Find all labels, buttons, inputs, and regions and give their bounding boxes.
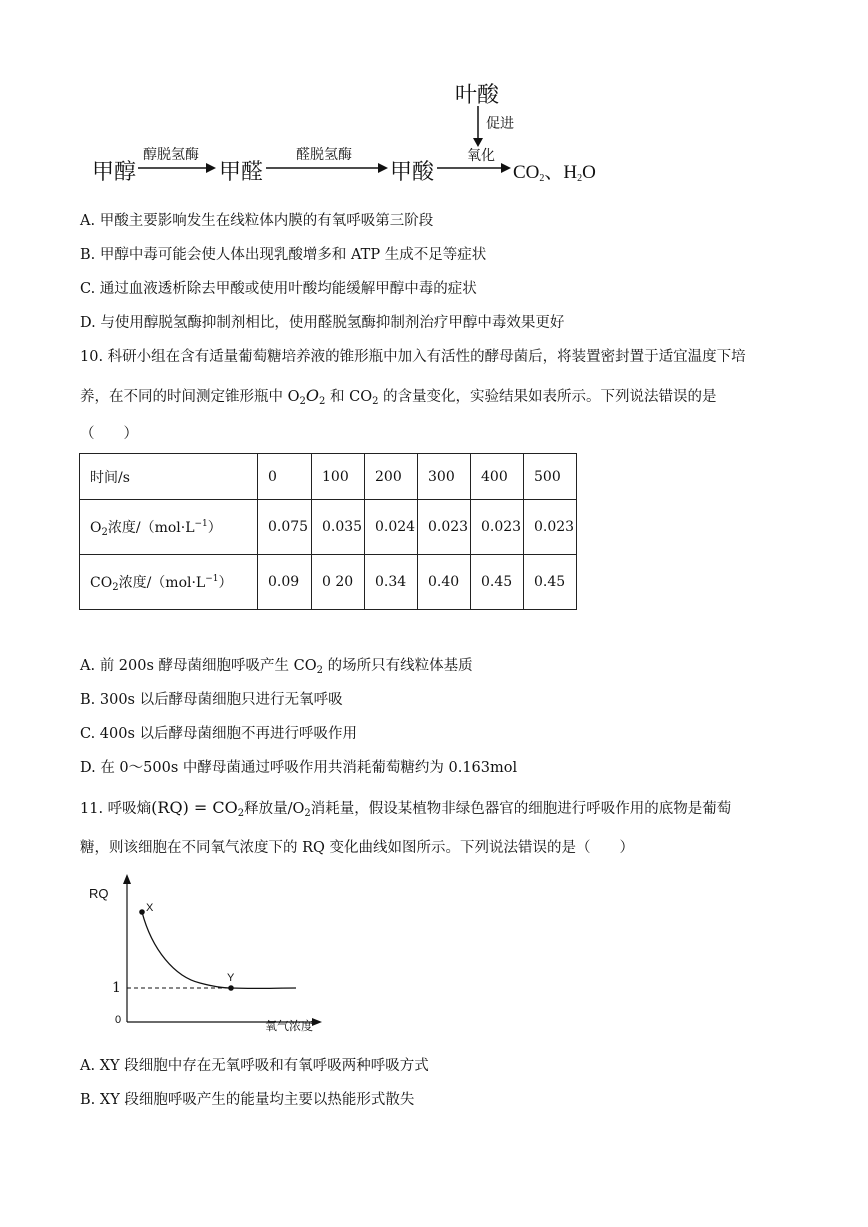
o2-row-label: $O_2$浓度$/(mol\cdot L^{-1})$ bbox=[80, 500, 258, 555]
methanol-label: 甲醇 bbox=[92, 160, 137, 185]
rq-curve bbox=[142, 912, 296, 988]
q10-option-d: D. 在 0～500s 中酵母菌通过呼吸作用共消耗葡萄糖约为 0.163mol bbox=[80, 760, 518, 776]
table-header-cell: 500 bbox=[524, 454, 577, 500]
formic-acid-label: 甲酸 bbox=[390, 160, 435, 185]
q9-option-b: B. 甲醇中毒可能会使人体出现乳酸增多和 ATP 生成不足等症状 bbox=[80, 247, 487, 263]
q11-option-a: A. XY 段细胞中存在无氧呼吸和有氧呼吸两种呼吸方式 bbox=[80, 1058, 429, 1074]
x-axis-arrow bbox=[312, 1018, 322, 1026]
q10-option-c: C. 400s 以后酵母菌细胞不再进行呼吸作用 bbox=[80, 726, 358, 742]
arrow-3 bbox=[437, 162, 513, 174]
q10-stem-line2: 养，在不同的时间测定锥形瓶中 $O_2O_2$ 和 $CO_2$ 的含量变化，实验结果如表所示。下列说法错误的是 bbox=[80, 386, 717, 407]
table-cell: 0.09 bbox=[258, 555, 312, 610]
q10-option-b: B. 300s 以后酵母菌细胞只进行无氧呼吸 bbox=[80, 692, 343, 708]
table-cell: 0.45 bbox=[471, 555, 524, 610]
table-cell: 0.023 bbox=[471, 500, 524, 555]
promote-label: 促进 bbox=[486, 116, 514, 132]
point-y bbox=[228, 985, 234, 991]
x-axis-label: 氧气浓度 bbox=[265, 1019, 314, 1033]
q9-option-a: A. 甲酸主要影响发生在线粒体内膜的有氧呼吸第三阶段 bbox=[80, 213, 434, 229]
oxidation-label: 氧化 bbox=[467, 148, 495, 164]
table-cell: 0.023 bbox=[418, 500, 471, 555]
y-axis-label: RQ bbox=[89, 886, 109, 901]
table-header-cell: 100 bbox=[312, 454, 365, 500]
enzyme1-label: 醇脱氢酶 bbox=[143, 147, 199, 163]
point-x-label: X bbox=[146, 902, 154, 914]
enzyme2-label: 醛脱氢酶 bbox=[296, 147, 352, 163]
table-cell: 0.40 bbox=[418, 555, 471, 610]
products-label: $CO_2$、$H_2O$ bbox=[513, 162, 596, 184]
table-cell: 0.024 bbox=[365, 500, 418, 555]
formaldehyde-label: 甲醛 bbox=[219, 160, 264, 185]
q9-option-c: C. 通过血液透析除去甲酸或使用叶酸均能缓解甲醇中毒的症状 bbox=[80, 281, 477, 297]
table-cell: 0.023 bbox=[524, 500, 577, 555]
table-cell: 0 20 bbox=[312, 555, 365, 610]
rq-one-tick: 1 bbox=[112, 980, 121, 996]
q11-stem-line2: 糖，则该细胞在不同氧气浓度下的 RQ 变化曲线如图所示。下列说法错误的是（ ） bbox=[80, 840, 635, 856]
arrow-1 bbox=[138, 162, 218, 174]
q9-option-d: D. 与使用醇脱氢酶抑制剂相比，使用醛脱氢酶抑制剂治疗甲醇中毒效果更好 bbox=[80, 315, 565, 331]
q10-answer-paren: （ ） bbox=[80, 426, 138, 442]
origin-label: 0 bbox=[115, 1014, 122, 1026]
y-axis-arrow bbox=[123, 874, 131, 884]
q11-option-b: B. XY 段细胞呼吸产生的能量均主要以热能形式散失 bbox=[80, 1092, 415, 1108]
table-cell: 0.34 bbox=[365, 555, 418, 610]
point-y-label: Y bbox=[227, 972, 235, 984]
table-header-cell: 0 bbox=[258, 454, 312, 500]
table-row bbox=[80, 555, 577, 610]
table-header-cell: 400 bbox=[471, 454, 524, 500]
table-header-cell: 300 bbox=[418, 454, 471, 500]
table-cell: 0.45 bbox=[524, 555, 577, 610]
promote-arrow bbox=[470, 106, 486, 148]
table-header-cell: 200 bbox=[365, 454, 418, 500]
arrow-2 bbox=[266, 162, 390, 174]
q10-stem-line1: 10. 科研小组在含有适量葡萄糖培养液的锥形瓶中加入有活性的酵母菌后，将装置密封置于适宜温度下培 bbox=[80, 349, 746, 365]
co2-row-label: $CO_2$浓度$/(mol\cdot L^{-1})$ bbox=[80, 555, 258, 610]
q11-stem-line1: 11. 呼吸熵$(RQ) = CO_2$释放量$/O_2$消耗量，假设某植物非绿色器官的细胞进行呼吸作用的底物是葡萄 bbox=[80, 798, 732, 819]
point-x bbox=[139, 909, 145, 915]
folic-acid-label: 叶酸 bbox=[455, 83, 500, 108]
q10-option-a: A. 前 200s 酵母菌细胞呼吸产生 $CO_2$ 的场所只有线粒体基质 bbox=[80, 658, 473, 676]
table-row bbox=[80, 454, 577, 500]
table-cell: 0.035 bbox=[312, 500, 365, 555]
table-row bbox=[80, 500, 577, 555]
table-cell: 0.075 bbox=[258, 500, 312, 555]
q10-data-table bbox=[79, 453, 577, 610]
table-header-cell: 时间/s bbox=[80, 454, 258, 500]
